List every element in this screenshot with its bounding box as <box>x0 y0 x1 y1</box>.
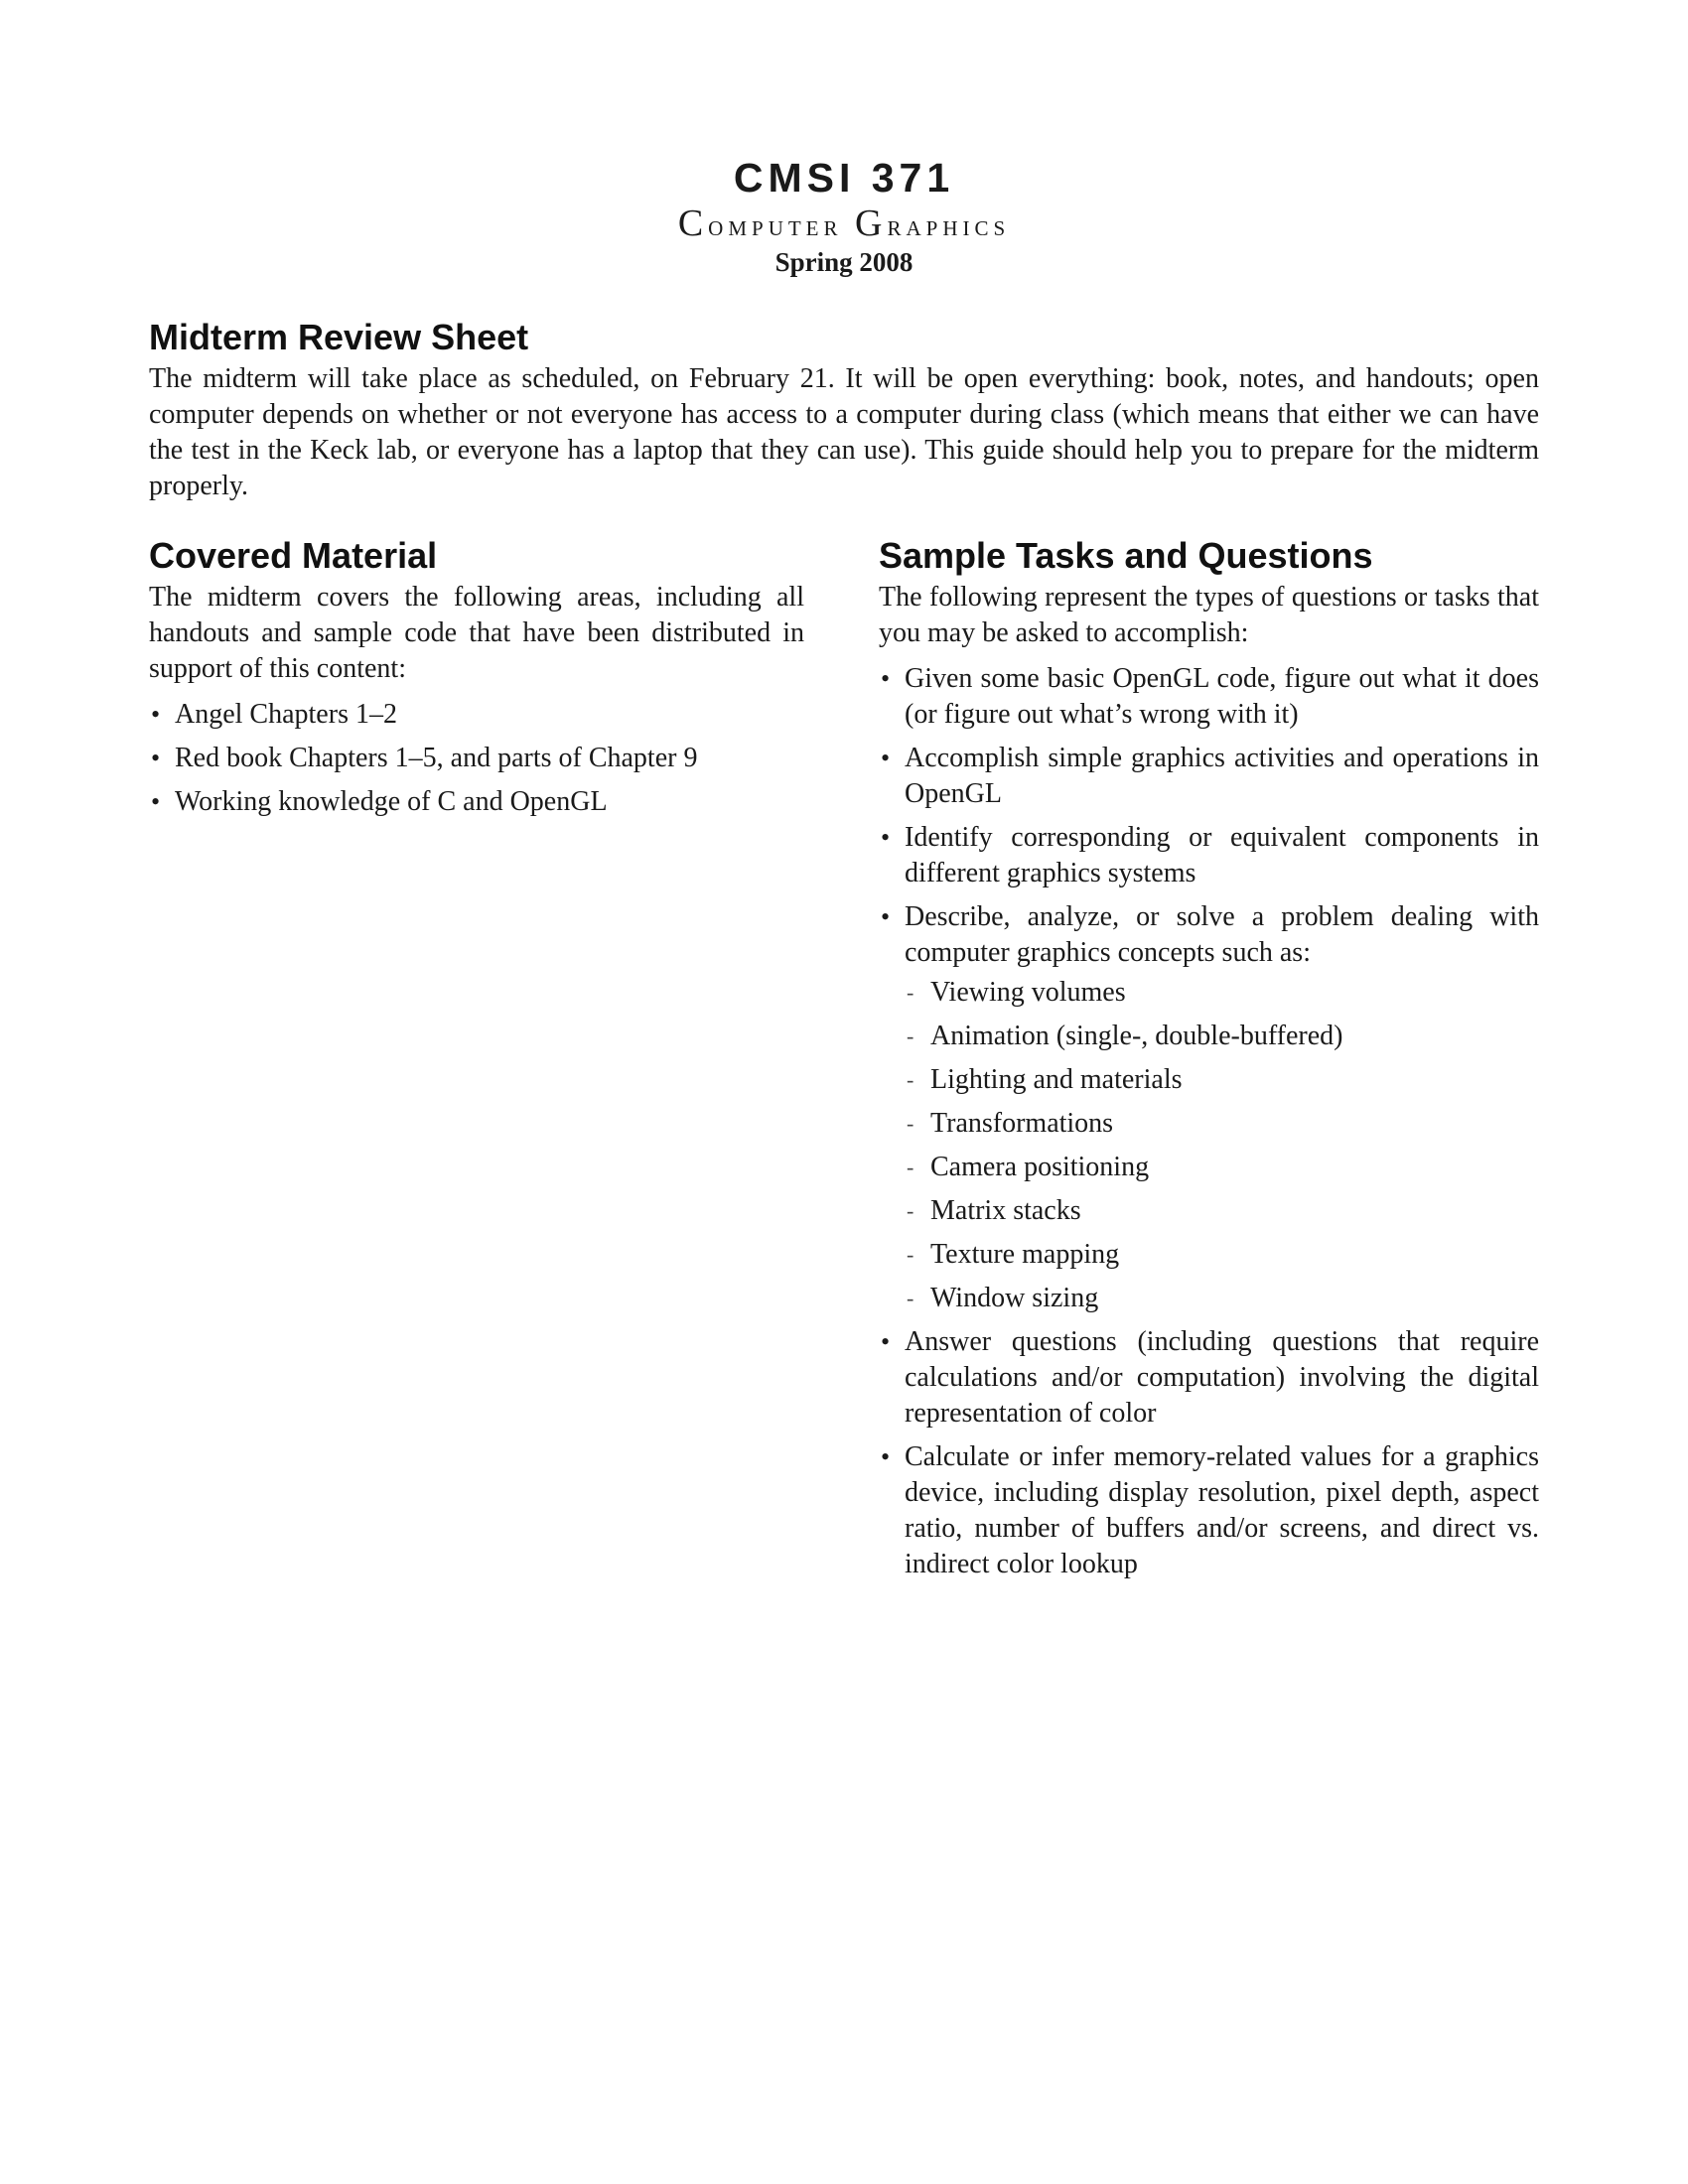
course-term: Spring 2008 <box>774 247 914 277</box>
document-header <box>149 149 1539 278</box>
sublist-item-text: Viewing volumes <box>930 977 1126 1008</box>
bullet-icon: • <box>151 744 161 772</box>
dash-icon: - <box>907 1286 914 1310</box>
course-code: CMSI 371 <box>733 155 955 201</box>
document-page <box>149 149 1539 1590</box>
list-item <box>879 661 1539 733</box>
list-item-text: Answer questions (including questions that require calculations and/or computation) involving the digital representation of color <box>905 1326 1539 1429</box>
midterm-review-heading: Midterm Review Sheet <box>149 317 529 357</box>
sublist-item-text: Texture mapping <box>930 1239 1120 1270</box>
sublist-item <box>905 1062 1539 1098</box>
bullet-icon: • <box>151 787 161 816</box>
list-item <box>149 741 804 776</box>
list-item-text: Given some basic OpenGL code, figure out what it does (or figure out what’s wrong with it) <box>905 663 1539 730</box>
sample-tasks-list <box>879 661 1539 1582</box>
course-title-word: raphics <box>887 209 1011 242</box>
bullet-icon: • <box>881 902 891 931</box>
sublist-item-text: Lighting and materials <box>930 1064 1183 1095</box>
covered-material-paragraph: The midterm covers the following areas, including all handouts and sample code that have been distributed in support of this content: <box>149 582 804 684</box>
bullet-icon: • <box>151 700 161 729</box>
sublist-item <box>905 1150 1539 1185</box>
covered-material-list <box>149 697 804 820</box>
sublist-item-text: Window sizing <box>930 1283 1099 1313</box>
course-title-initial: G <box>855 203 888 244</box>
list-item-text: Calculate or infer memory-related values for a graphics device, including display resolution, pixel depth, aspect ratio, number of buffers and/or screens, and direct vs. indirect color lookup <box>905 1441 1539 1579</box>
course-title-word: omputer <box>708 209 843 242</box>
list-item <box>879 820 1539 891</box>
dash-icon: - <box>907 1024 914 1048</box>
sublist-item <box>905 975 1539 1011</box>
bullet-icon: • <box>881 823 891 852</box>
list-item-text: Accomplish simple graphics activities and operations in OpenGL <box>905 743 1539 809</box>
course-title <box>149 204 1539 246</box>
two-column-section <box>149 534 1539 1590</box>
bullet-icon: • <box>881 1327 891 1356</box>
list-item-text: Red book Chapters 1–5, and parts of Chapter 9 <box>175 743 698 773</box>
dash-icon: - <box>907 1067 914 1092</box>
sample-tasks-column <box>879 534 1539 1590</box>
covered-material-heading: Covered Material <box>149 535 438 576</box>
sublist-item-text: Animation (single-, double-buffered) <box>930 1021 1343 1051</box>
list-item <box>879 1324 1539 1432</box>
list-item-text: Identify corresponding or equivalent components in different graphics systems <box>905 822 1539 888</box>
dash-icon: - <box>907 980 914 1005</box>
bullet-icon: • <box>881 664 891 693</box>
list-item <box>149 784 804 820</box>
intro-paragraph: The midterm will take place as scheduled, on February 21. It will be open everything: book, notes, and handouts; open computer depends on whether or not everyone has access to a computer during class (which means that either we can have the test in the Keck lab, or everyone has a laptop that they can use). This guide should help you to prepare for the midterm properly. <box>149 363 1539 501</box>
dash-icon: - <box>907 1111 914 1136</box>
sublist-item <box>905 1281 1539 1316</box>
list-item <box>879 899 1539 1316</box>
sublist-item-text: Transformations <box>930 1108 1114 1139</box>
list-item <box>879 1439 1539 1582</box>
bullet-icon: • <box>881 744 891 772</box>
sublist-item <box>905 1193 1539 1229</box>
list-item-text: Describe, analyze, or solve a problem dealing with computer graphics concepts such as: <box>905 901 1539 968</box>
list-item <box>879 741 1539 812</box>
dash-icon: - <box>907 1155 914 1179</box>
concepts-sublist <box>905 975 1539 1316</box>
list-item-text: Angel Chapters 1–2 <box>175 699 397 730</box>
list-item <box>149 697 804 733</box>
sublist-item <box>905 1237 1539 1273</box>
covered-material-column <box>149 534 804 1590</box>
list-item-text: Working knowledge of C and OpenGL <box>175 786 608 817</box>
sublist-item-text: Camera positioning <box>930 1152 1150 1182</box>
dash-icon: - <box>907 1242 914 1267</box>
dash-icon: - <box>907 1198 914 1223</box>
course-title-initial: C <box>677 203 709 244</box>
sublist-item <box>905 1106 1539 1142</box>
sublist-item-text: Matrix stacks <box>930 1195 1081 1226</box>
sample-tasks-heading: Sample Tasks and Questions <box>879 535 1373 576</box>
bullet-icon: • <box>881 1442 891 1471</box>
sample-tasks-paragraph: The following represent the types of questions or tasks that you may be asked to accomplish: <box>879 582 1539 648</box>
sublist-item <box>905 1019 1539 1054</box>
